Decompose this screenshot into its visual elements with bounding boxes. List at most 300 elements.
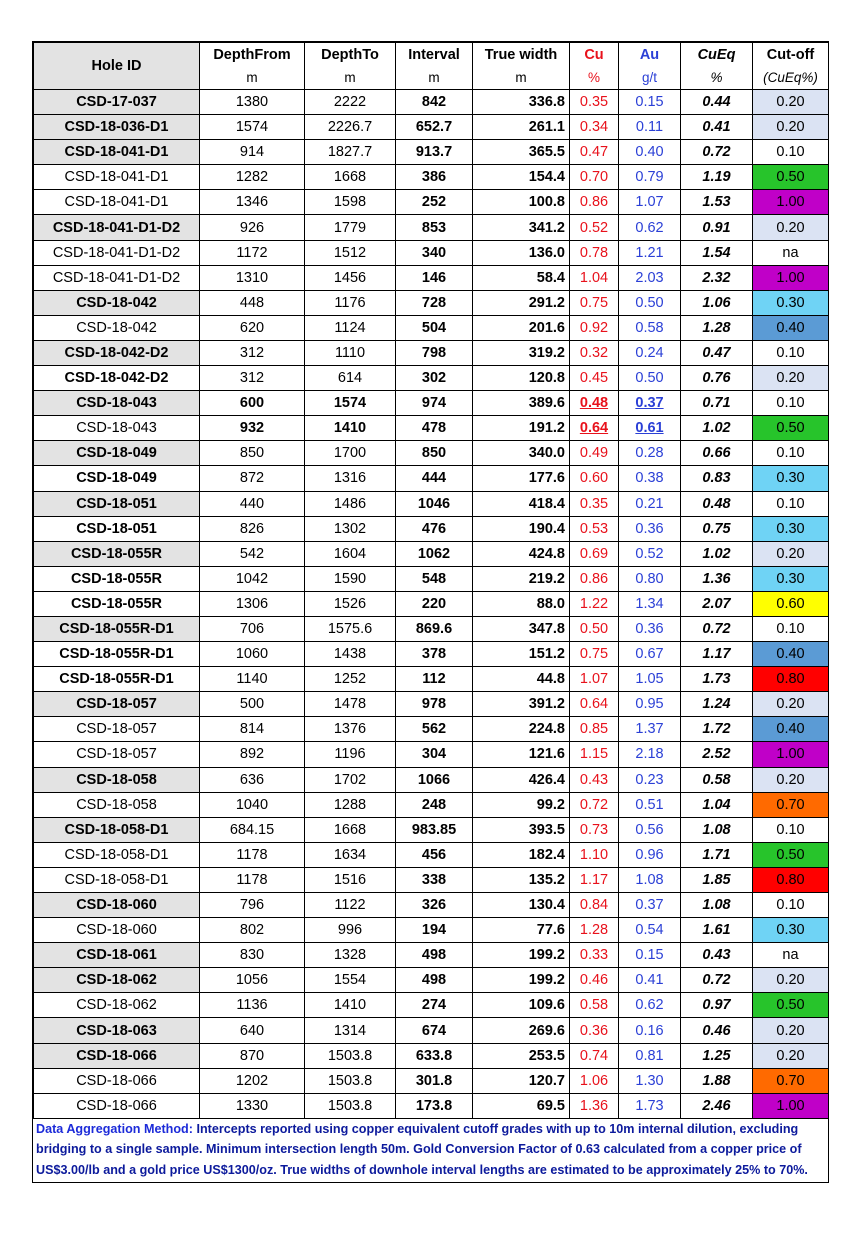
cell-interval: 326 [396,893,473,918]
cell-interval: 338 [396,867,473,892]
cell-cu: 1.06 [570,1068,619,1093]
cell-au: 0.80 [619,566,681,591]
cell-depth-to: 1252 [305,667,396,692]
cell-cueq: 0.44 [681,90,753,115]
cell-cu: 0.35 [570,90,619,115]
cell-au: 0.52 [619,541,681,566]
cell-au: 1.37 [619,717,681,742]
cell-cutoff: 1.00 [753,265,829,290]
cell-depth-to: 1376 [305,717,396,742]
cell-depth-from: 440 [200,491,305,516]
cell-depth-from: 1060 [200,642,305,667]
cell-hole-id: CSD-18-062 [34,968,200,993]
cell-cutoff: 0.20 [753,215,829,240]
cell-depth-to: 1503.8 [305,1093,396,1118]
cell-hole-id: CSD-18-041-D1-D2 [34,215,200,240]
table-row [34,817,829,842]
cell-hole-id: CSD-18-036-D1 [34,115,200,140]
cell-depth-to: 1526 [305,591,396,616]
cell-depth-from: 448 [200,290,305,315]
table-row [34,265,829,290]
cell-hole-id: CSD-18-062 [34,993,200,1018]
cell-true-width: 340.0 [473,441,570,466]
cell-cutoff: 0.70 [753,1068,829,1093]
cell-hole-id: CSD-18-063 [34,1018,200,1043]
unit-cu: % [570,67,619,90]
cell-depth-to: 1410 [305,416,396,441]
table-row [34,315,829,340]
cell-interval: 444 [396,466,473,491]
cell-cutoff: 0.50 [753,416,829,441]
cell-hole-id: CSD-18-043 [34,391,200,416]
cell-interval: 248 [396,792,473,817]
cell-depth-from: 1282 [200,165,305,190]
cell-au: 0.23 [619,767,681,792]
table-row [34,717,829,742]
table-row [34,968,829,993]
cell-depth-from: 926 [200,215,305,240]
cell-hole-id: CSD-18-042-D2 [34,366,200,391]
cell-cu: 0.48 [570,391,619,416]
cell-au: 1.30 [619,1068,681,1093]
cell-cueq: 0.43 [681,943,753,968]
cell-true-width: 58.4 [473,265,570,290]
cell-interval: 302 [396,366,473,391]
cell-depth-from: 542 [200,541,305,566]
unit-au: g/t [619,67,681,90]
cell-interval: 652.7 [396,115,473,140]
unit-cueq: % [681,67,753,90]
cell-cutoff: 0.10 [753,140,829,165]
cell-depth-to: 1590 [305,566,396,591]
table-row [34,893,829,918]
cell-depth-to: 1478 [305,692,396,717]
cell-cueq: 1.53 [681,190,753,215]
table-row [34,867,829,892]
cell-cu: 0.92 [570,315,619,340]
cell-true-width: 120.8 [473,366,570,391]
cell-cueq: 1.88 [681,1068,753,1093]
cell-depth-to: 2226.7 [305,115,396,140]
cell-depth-from: 1136 [200,993,305,1018]
header-depth-to: DepthTo [305,43,396,68]
cell-cu: 0.74 [570,1043,619,1068]
cell-depth-from: 1172 [200,240,305,265]
cell-depth-to: 1288 [305,792,396,817]
cell-depth-from: 706 [200,616,305,641]
cell-true-width: 121.6 [473,742,570,767]
cell-hole-id: CSD-18-041-D1 [34,165,200,190]
cell-cu: 0.36 [570,1018,619,1043]
cell-hole-id: CSD-18-058-D1 [34,842,200,867]
cell-cu: 0.85 [570,717,619,742]
cell-depth-from: 640 [200,1018,305,1043]
cell-true-width: 135.2 [473,867,570,892]
cell-cu: 0.52 [570,215,619,240]
cell-au: 0.62 [619,993,681,1018]
cell-true-width: 130.4 [473,893,570,918]
cell-au: 0.56 [619,817,681,842]
cell-depth-to: 1302 [305,516,396,541]
cell-cu: 0.75 [570,642,619,667]
cell-true-width: 418.4 [473,491,570,516]
data-aggregation-footnote [33,1119,828,1182]
cell-interval: 504 [396,315,473,340]
cell-depth-from: 312 [200,366,305,391]
cell-cutoff: 0.40 [753,717,829,742]
cell-cutoff: 0.10 [753,893,829,918]
table-body [34,90,829,1119]
cell-depth-to: 1176 [305,290,396,315]
cell-interval: 456 [396,842,473,867]
cell-cueq: 1.28 [681,315,753,340]
cell-cutoff: 0.20 [753,366,829,391]
cell-hole-id: CSD-18-041-D1 [34,140,200,165]
cell-cutoff: 0.10 [753,340,829,365]
cell-true-width: 341.2 [473,215,570,240]
cell-cutoff: 0.20 [753,541,829,566]
cell-true-width: 319.2 [473,340,570,365]
cell-au: 1.21 [619,240,681,265]
cell-au: 0.50 [619,290,681,315]
cell-cutoff: na [753,240,829,265]
cell-interval: 562 [396,717,473,742]
table-row [34,943,829,968]
cell-depth-to: 1456 [305,265,396,290]
cell-au: 0.16 [619,1018,681,1043]
cell-interval: 340 [396,240,473,265]
cell-cueq: 0.41 [681,115,753,140]
cell-cutoff: 0.20 [753,1018,829,1043]
unit-depth-to: m [305,67,396,90]
cell-au: 0.36 [619,516,681,541]
cell-cu: 0.32 [570,340,619,365]
cell-true-width: 99.2 [473,792,570,817]
cell-depth-to: 1503.8 [305,1043,396,1068]
cell-hole-id: CSD-17-037 [34,90,200,115]
table-row [34,742,829,767]
cell-depth-to: 1122 [305,893,396,918]
cell-au: 0.58 [619,315,681,340]
cell-cueq: 1.25 [681,1043,753,1068]
cell-hole-id: CSD-18-057 [34,717,200,742]
cell-au: 1.34 [619,591,681,616]
cell-depth-from: 1202 [200,1068,305,1093]
cell-cutoff: 0.10 [753,441,829,466]
cell-interval: 386 [396,165,473,190]
cell-cutoff: 0.20 [753,90,829,115]
cell-cu: 0.72 [570,792,619,817]
table-row [34,240,829,265]
cell-depth-to: 1512 [305,240,396,265]
cell-true-width: 120.7 [473,1068,570,1093]
cell-true-width: 100.8 [473,190,570,215]
cell-cutoff: 0.30 [753,918,829,943]
cell-true-width: 291.2 [473,290,570,315]
cell-cueq: 1.72 [681,717,753,742]
cell-true-width: 261.1 [473,115,570,140]
cell-cutoff: 0.20 [753,767,829,792]
cell-hole-id: CSD-18-041-D1-D2 [34,265,200,290]
cell-depth-from: 620 [200,315,305,340]
cell-au: 1.08 [619,867,681,892]
cell-au: 0.67 [619,642,681,667]
cell-cu: 0.69 [570,541,619,566]
cell-cueq: 2.52 [681,742,753,767]
cell-depth-from: 684.15 [200,817,305,842]
cell-interval: 498 [396,943,473,968]
cell-interval: 301.8 [396,1068,473,1093]
cell-cueq: 1.17 [681,642,753,667]
cell-true-width: 154.4 [473,165,570,190]
cell-true-width: 365.5 [473,140,570,165]
cell-cutoff: 0.30 [753,566,829,591]
cell-cutoff: 0.80 [753,867,829,892]
cell-depth-to: 1779 [305,215,396,240]
cell-cueq: 0.72 [681,140,753,165]
cell-true-width: 44.8 [473,667,570,692]
cell-cutoff: 1.00 [753,742,829,767]
cell-depth-to: 1668 [305,817,396,842]
cell-au: 2.03 [619,265,681,290]
cell-cu: 0.46 [570,968,619,993]
cell-cu: 1.28 [570,918,619,943]
cell-cueq: 1.02 [681,541,753,566]
cell-au: 0.54 [619,918,681,943]
cell-depth-to: 1410 [305,993,396,1018]
cell-interval: 548 [396,566,473,591]
cell-depth-to: 1314 [305,1018,396,1043]
cell-interval: 633.8 [396,1043,473,1068]
cell-cu: 0.60 [570,466,619,491]
cell-interval: 378 [396,642,473,667]
table-row [34,692,829,717]
cell-true-width: 391.2 [473,692,570,717]
cell-depth-to: 614 [305,366,396,391]
cell-true-width: 77.6 [473,918,570,943]
table-row [34,767,829,792]
table-row [34,491,829,516]
cell-cueq: 1.04 [681,792,753,817]
cell-true-width: 182.4 [473,842,570,867]
cell-cu: 0.78 [570,240,619,265]
cell-depth-from: 932 [200,416,305,441]
cell-depth-to: 1438 [305,642,396,667]
cell-au: 2.18 [619,742,681,767]
cell-cueq: 1.61 [681,918,753,943]
table-row [34,1018,829,1043]
cell-cueq: 2.07 [681,591,753,616]
cell-au: 0.79 [619,165,681,190]
cell-hole-id: CSD-18-055R-D1 [34,667,200,692]
cell-au: 0.38 [619,466,681,491]
cell-cutoff: 0.30 [753,290,829,315]
cell-au: 0.50 [619,366,681,391]
cell-true-width: 389.6 [473,391,570,416]
cell-hole-id: CSD-18-058-D1 [34,867,200,892]
cell-depth-to: 1486 [305,491,396,516]
cell-true-width: 336.8 [473,90,570,115]
cell-hole-id: CSD-18-066 [34,1068,200,1093]
cell-true-width: 190.4 [473,516,570,541]
cell-cutoff: 1.00 [753,190,829,215]
cell-cueq: 0.72 [681,616,753,641]
cell-cu: 0.34 [570,115,619,140]
table-row [34,215,829,240]
cell-depth-from: 1042 [200,566,305,591]
table-row [34,466,829,491]
cell-depth-to: 1124 [305,315,396,340]
cell-hole-id: CSD-18-049 [34,466,200,491]
cell-au: 0.61 [619,416,681,441]
table-row [34,290,829,315]
cell-cu: 0.47 [570,140,619,165]
footnote-text: Intercepts reported using copper equivalent cutoff grades with up to 10m internal dilution, excluding bridging to a single sample. Minimum intersection length 50m. Gold Conversion Factor of 0.63 calculated from a copper price of US$3.00/lb and a gold price US$1300/oz. True widths of downhole interval lengths are estimated to be approximately 25% to 70%. [36,1121,808,1177]
cell-interval: 304 [396,742,473,767]
cell-cu: 0.64 [570,416,619,441]
cell-au: 0.36 [619,616,681,641]
cell-depth-from: 796 [200,893,305,918]
cell-depth-to: 1702 [305,767,396,792]
cell-depth-from: 914 [200,140,305,165]
table-header [34,43,829,90]
cell-hole-id: CSD-18-066 [34,1043,200,1068]
table-row [34,918,829,943]
cell-cueq: 1.71 [681,842,753,867]
cell-hole-id: CSD-18-058 [34,767,200,792]
table-row [34,591,829,616]
table-row [34,1093,829,1118]
cell-depth-to: 2222 [305,90,396,115]
cell-interval: 850 [396,441,473,466]
cell-depth-from: 1056 [200,968,305,993]
cell-interval: 220 [396,591,473,616]
header-cueq: CuEq [681,43,753,68]
cell-cueq: 1.06 [681,290,753,315]
cell-cu: 0.84 [570,893,619,918]
cell-interval: 476 [396,516,473,541]
cell-cu: 1.07 [570,667,619,692]
cell-interval: 1062 [396,541,473,566]
cell-cueq: 1.19 [681,165,753,190]
cell-cutoff: 0.40 [753,315,829,340]
table-row [34,566,829,591]
cell-cutoff: 0.30 [753,466,829,491]
cell-depth-from: 872 [200,466,305,491]
cell-depth-to: 996 [305,918,396,943]
header-depth-from: DepthFrom [200,43,305,68]
table-row [34,140,829,165]
cell-hole-id: CSD-18-057 [34,692,200,717]
cell-cueq: 1.73 [681,667,753,692]
cell-au: 0.37 [619,893,681,918]
cell-cueq: 2.46 [681,1093,753,1118]
cell-cu: 1.15 [570,742,619,767]
cell-cutoff: 0.10 [753,491,829,516]
cell-depth-to: 1316 [305,466,396,491]
cell-interval: 478 [396,416,473,441]
cell-au: 0.81 [619,1043,681,1068]
cell-cu: 1.04 [570,265,619,290]
cell-cutoff: 0.10 [753,616,829,641]
cell-true-width: 347.8 [473,616,570,641]
cell-hole-id: CSD-18-042 [34,315,200,340]
cell-cu: 0.86 [570,190,619,215]
cell-au: 0.95 [619,692,681,717]
cell-au: 0.15 [619,943,681,968]
cell-true-width: 201.6 [473,315,570,340]
cell-depth-from: 1140 [200,667,305,692]
cell-cueq: 0.91 [681,215,753,240]
cell-true-width: 109.6 [473,993,570,1018]
cell-au: 0.51 [619,792,681,817]
cell-au: 1.73 [619,1093,681,1118]
cell-cutoff: 0.50 [753,842,829,867]
cell-depth-from: 1040 [200,792,305,817]
table-row [34,416,829,441]
cell-cu: 0.75 [570,290,619,315]
table-row [34,391,829,416]
unit-interval: m [396,67,473,90]
cell-cueq: 1.24 [681,692,753,717]
cell-cueq: 0.83 [681,466,753,491]
cell-depth-from: 850 [200,441,305,466]
cell-hole-id: CSD-18-055R [34,541,200,566]
cell-cueq: 1.08 [681,893,753,918]
cell-interval: 674 [396,1018,473,1043]
cell-au: 0.40 [619,140,681,165]
cell-depth-from: 830 [200,943,305,968]
cell-au: 0.21 [619,491,681,516]
cell-cutoff: 0.20 [753,1043,829,1068]
intercepts-table-frame [32,41,829,1183]
table-row [34,667,829,692]
cell-depth-from: 870 [200,1043,305,1068]
cell-hole-id: CSD-18-041-D1-D2 [34,240,200,265]
cell-depth-to: 1516 [305,867,396,892]
cell-au: 0.15 [619,90,681,115]
cell-cutoff: 0.30 [753,516,829,541]
cell-cu: 0.35 [570,491,619,516]
cell-cu: 0.64 [570,692,619,717]
cell-hole-id: CSD-18-058 [34,792,200,817]
cell-depth-from: 1330 [200,1093,305,1118]
header-interval: Interval [396,43,473,68]
cell-true-width: 136.0 [473,240,570,265]
cell-cueq: 0.72 [681,968,753,993]
cell-depth-from: 826 [200,516,305,541]
cell-cueq: 1.85 [681,867,753,892]
cell-cueq: 0.76 [681,366,753,391]
cell-cu: 1.17 [570,867,619,892]
header-hole-id: Hole ID [34,43,200,90]
cell-cueq: 0.71 [681,391,753,416]
cell-hole-id: CSD-18-057 [34,742,200,767]
cell-depth-from: 312 [200,340,305,365]
cell-cutoff: 0.20 [753,968,829,993]
cell-cueq: 0.46 [681,1018,753,1043]
table-row [34,190,829,215]
cell-depth-from: 1574 [200,115,305,140]
cell-cutoff: 0.80 [753,667,829,692]
cell-interval: 974 [396,391,473,416]
cell-hole-id: CSD-18-049 [34,441,200,466]
cell-depth-to: 1574 [305,391,396,416]
table-row [34,441,829,466]
table-row [34,90,829,115]
cell-cutoff: 0.50 [753,993,829,1018]
cell-depth-from: 636 [200,767,305,792]
